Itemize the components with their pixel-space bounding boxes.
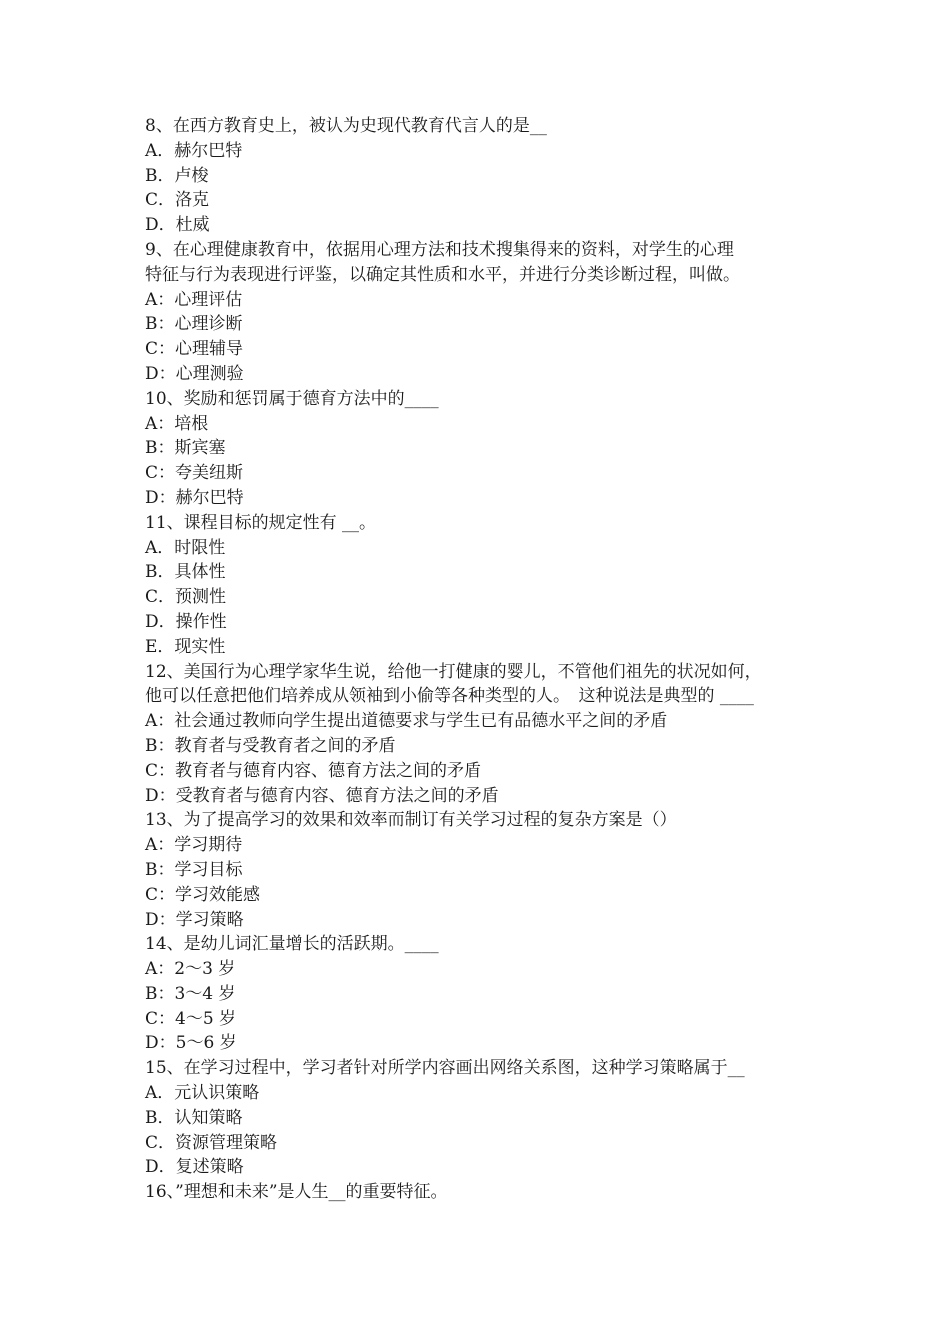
question-15-stem: 15、在学习过程中，学习者针对所学内容画出网络关系图，这种学习策略属于__ bbox=[145, 1058, 745, 1079]
question-9-option-b: B：心理诊断 bbox=[145, 314, 243, 335]
question-8-option-c: C．洛克 bbox=[145, 190, 210, 211]
question-9-stem-line-2: 特征与行为表现进行评鉴，以确定其性质和水平，并进行分类诊断过程，叫做。 bbox=[145, 264, 740, 285]
question-8-option-b: B．卢梭 bbox=[145, 165, 209, 186]
question-11-option-b: B．具体性 bbox=[145, 562, 226, 583]
question-13-stem: 13、为了提高学习的效果和效率而制订有关学习过程的复杂方案是（） bbox=[145, 810, 677, 831]
question-9-option-c: C：心理辅导 bbox=[145, 339, 244, 360]
question-10-option-b: B：斯宾塞 bbox=[145, 438, 226, 459]
question-11-stem: 11、课程目标的规定性有 __。 bbox=[145, 512, 377, 533]
question-10-option-c: C：夸美纽斯 bbox=[145, 463, 244, 484]
question-9-option-d: D：心理测验 bbox=[145, 363, 244, 384]
question-11-option-d: D．操作性 bbox=[145, 611, 227, 632]
question-14-stem: 14、是幼儿词汇量增长的活跃期。____ bbox=[145, 934, 439, 955]
question-10-option-d: D：赫尔巴特 bbox=[145, 487, 244, 508]
question-13-option-d: D：学习策略 bbox=[145, 909, 244, 930]
question-11-option-a: A．时限性 bbox=[145, 537, 226, 558]
question-12-stem-line-1: 12、美国行为心理学家华生说，给他一打健康的婴儿，不管他们祖先的状况如何， bbox=[145, 661, 762, 682]
question-14-option-c: C：4～5 岁 bbox=[145, 1008, 237, 1029]
question-12-option-b: B：教育者与受教育者之间的矛盾 bbox=[145, 735, 396, 756]
question-13-option-c: C：学习效能感 bbox=[145, 884, 261, 905]
question-11-option-c: C．预测性 bbox=[145, 587, 227, 608]
question-15-option-a: A．元认识策略 bbox=[145, 1083, 260, 1104]
question-14-option-a: A：2～3 岁 bbox=[145, 959, 236, 980]
question-15-option-d: D．复述策略 bbox=[145, 1157, 244, 1178]
question-12-stem-line-2: 他可以任意把他们培养成从领袖到小偷等各种类型的人。 这种说法是典型的 ____ bbox=[145, 686, 754, 707]
question-13-option-b: B：学习目标 bbox=[145, 859, 243, 880]
question-9-option-a: A：心理评估 bbox=[145, 289, 243, 310]
question-10-option-a: A：培根 bbox=[145, 413, 209, 434]
question-10-stem: 10、奖励和惩罚属于德育方法中的____ bbox=[145, 388, 439, 409]
document-body bbox=[145, 114, 825, 1205]
question-12-option-c: C：教育者与德育内容、德育方法之间的矛盾 bbox=[145, 760, 482, 781]
question-11-option-e: E．现实性 bbox=[145, 636, 226, 657]
question-14-option-d: D：5～6 岁 bbox=[145, 1033, 237, 1054]
question-15-option-b: B．认知策略 bbox=[145, 1107, 243, 1128]
question-16-stem: 16、”理想和未来”是人生__的重要特征。 bbox=[145, 1182, 448, 1203]
question-9-stem-line-1: 9、在心理健康教育中，依据用心理方法和技术搜集得来的资料，对学生的心理 bbox=[145, 239, 734, 260]
question-8-option-a: A．赫尔巴特 bbox=[145, 140, 243, 161]
question-8-option-d: D．杜威 bbox=[145, 215, 210, 236]
question-15-option-c: C．资源管理策略 bbox=[145, 1132, 278, 1153]
question-14-option-b: B：3～4 岁 bbox=[145, 983, 236, 1004]
question-13-option-a: A：学习期待 bbox=[145, 835, 243, 856]
question-8-stem: 8、在西方教育史上，被认为史现代教育代言人的是__ bbox=[145, 116, 547, 136]
question-12-option-a: A：社会通过教师向学生提出道德要求与学生已有品德水平之间的矛盾 bbox=[145, 711, 668, 732]
question-12-option-d: D：受教育者与德育内容、德育方法之间的矛盾 bbox=[145, 785, 499, 806]
